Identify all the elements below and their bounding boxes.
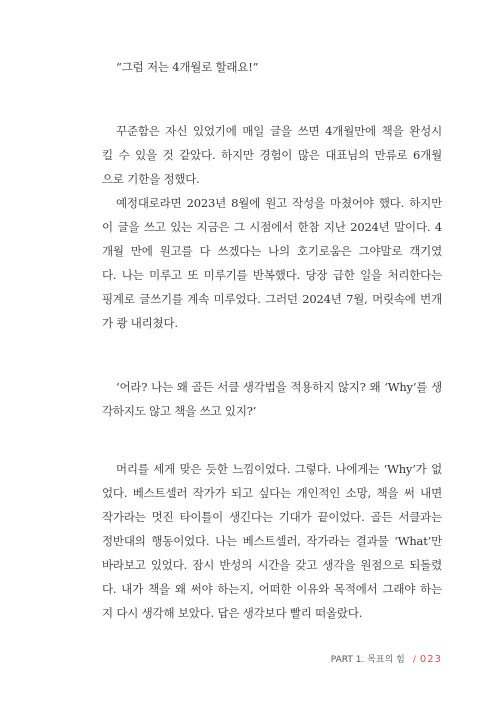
- text-line: 꾸준함은 자신 있었기에 매일 글을 쓰면 4개월만에 책을 완성시: [116, 124, 442, 138]
- text-line: 작가라는 멋진 타이틀이 생긴다는 기대가 끝이었다. 골든 서클과는: [102, 510, 442, 524]
- text-line: 개월 만에 원고를 다 쓰겠다는 나의 호기로움은 그야말로 객기였: [102, 244, 442, 258]
- text-line: 머리를 세게 맞은 듯한 느낌이었다. 그렇다. 나에게는 ‘Why’가 없: [116, 462, 442, 476]
- page-number: 023: [419, 654, 442, 665]
- footer-part-title: PART 1. 목표의 힘: [330, 655, 405, 665]
- text-line: 예정대로라면 2023년 8월에 원고 작성을 마쳤어야 했다. 하지만: [116, 196, 442, 210]
- text-line: 이 글을 쓰고 있는 지금은 그 시점에서 한참 지난 2024년 말이다. 4: [102, 220, 442, 234]
- text-line: 핑계로 글쓰기를 계속 미루었다. 그러던 2024년 7월, 머릿속에 번개: [102, 292, 442, 306]
- text-line: 다. 나는 미루고 또 미루기를 반복했다. 당장 급한 일을 처리한다는: [102, 268, 442, 282]
- text-line: 가 쾅 내리쳤다.: [102, 316, 178, 330]
- footer-separator: /: [412, 655, 416, 665]
- page-footer: [331, 652, 442, 665]
- text-line: 지 다시 생각해 보았다. 답은 생각보다 빨리 떠올랐다.: [102, 606, 363, 620]
- text-line: 바라보고 있었다. 잠시 반성의 시간을 갖고 생각을 원점으로 되돌렸: [102, 558, 442, 572]
- text-line: ‘어라? 나는 왜 골든 서클 생각법을 적용하지 않지? 왜 ‘Why’를 생: [116, 380, 442, 394]
- text-line: 었다. 베스트셀러 작가가 되고 싶다는 개인적인 소망, 책을 써 내면: [102, 486, 442, 500]
- text-line: 다. 내가 책을 왜 써야 하는지, 어떠한 이유와 목적에서 그래야 하는: [102, 582, 442, 596]
- text-line: 정반대의 행동이었다. 나는 베스트셀러, 작가라는 결과물 ‘What’만: [102, 534, 442, 548]
- text-line: 으로 기한을 정했다.: [102, 172, 200, 186]
- text-line: 각하지도 않고 책을 쓰고 있지?’: [102, 404, 257, 418]
- text-line: “그럼 저는 4개월로 할래요!”: [116, 60, 259, 74]
- text-line: 킬 수 있을 것 같았다. 하지만 경험이 많은 대표님의 만류로 6개월: [102, 148, 442, 162]
